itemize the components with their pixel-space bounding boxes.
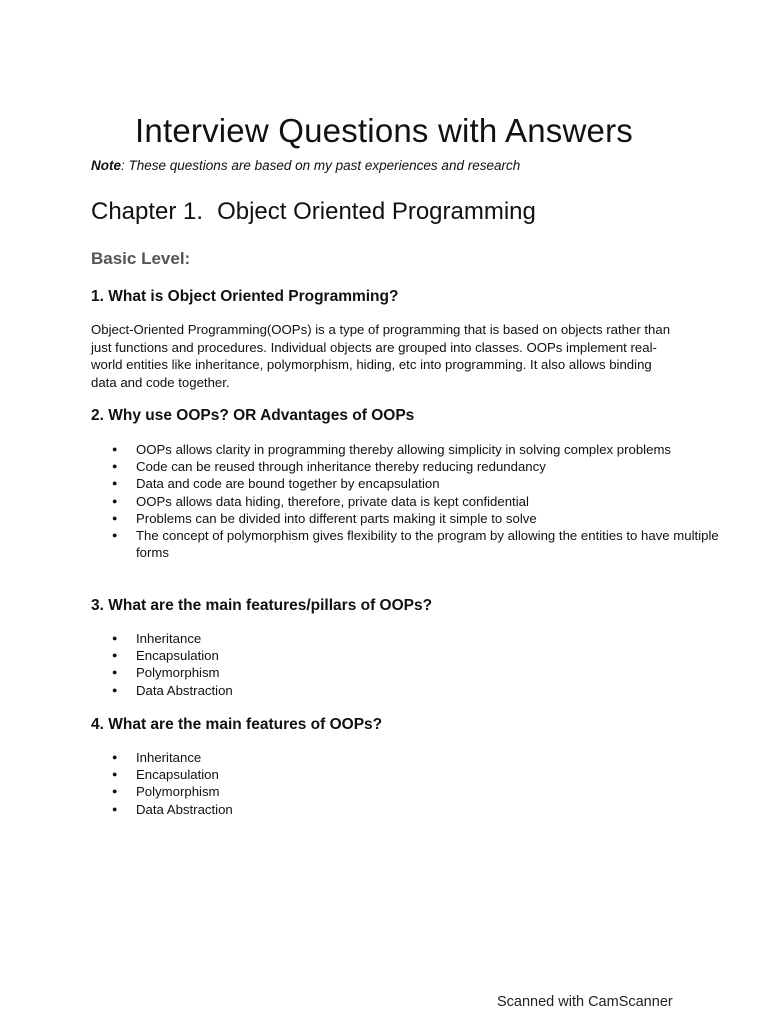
chapter-heading [91,198,536,226]
question-1-answer: Object-Oriented Programming(OOPs) is a type of programming that is based on objects rather than just functions and procedures. Individual objects are grouped into classes. OOPs implement real-world entities like inheritance, polymorphism, hiding, etc into programming. It also allows binding data and code together. [91,322,671,390]
chapter-name: Object Oriented Programming [217,198,536,225]
question-2-heading: 2. Why use OOPs? OR Advantages of OOPs [91,407,415,424]
list-item: ● OOPs allows data hiding, therefore, private data is kept confidential [136,493,726,510]
level-heading: Basic Level: [91,249,191,268]
note-label: Note [91,158,121,173]
list-item: ● Data Abstraction [136,682,726,699]
chapter-number: Chapter 1. [91,198,204,225]
question-4-heading: 4. What are the main features of OOPs? [91,716,383,733]
list-item: ● Polymorphism [136,783,726,800]
question-1-heading: 1. What is Object Oriented Programming? [91,288,399,305]
list-item: ● The concept of polymorphism gives flexibility to the program by allowing the entities to have multiple forms [136,527,726,561]
list-item: ● Encapsulation [136,766,726,783]
question-4-list [91,749,726,818]
question-2-list [91,441,726,561]
list-item: ● Encapsulation [136,647,726,664]
list-item: ● Code can be reused through inheritance thereby reducing redundancy [136,458,726,475]
list-item: ● Inheritance [136,749,726,766]
list-item: ● Inheritance [136,630,726,647]
list-item: ● Data and code are bound together by encapsulation [136,475,726,492]
note-line [91,158,520,173]
list-item: ● Data Abstraction [136,801,726,818]
list-item: ● Polymorphism [136,664,726,681]
note-text: : These questions are based on my past experiences and research [121,158,521,173]
question-3-list [91,630,726,699]
scanner-watermark: Scanned with CamScanner [497,994,673,1010]
list-item: ● OOPs allows clarity in programming thereby allowing simplicity in solving complex problems [136,441,726,458]
document-title: Interview Questions with Answers [135,112,633,149]
question-3-heading: 3. What are the main features/pillars of OOPs? [91,597,433,614]
list-item: ● Problems can be divided into different parts making it simple to solve [136,510,726,527]
